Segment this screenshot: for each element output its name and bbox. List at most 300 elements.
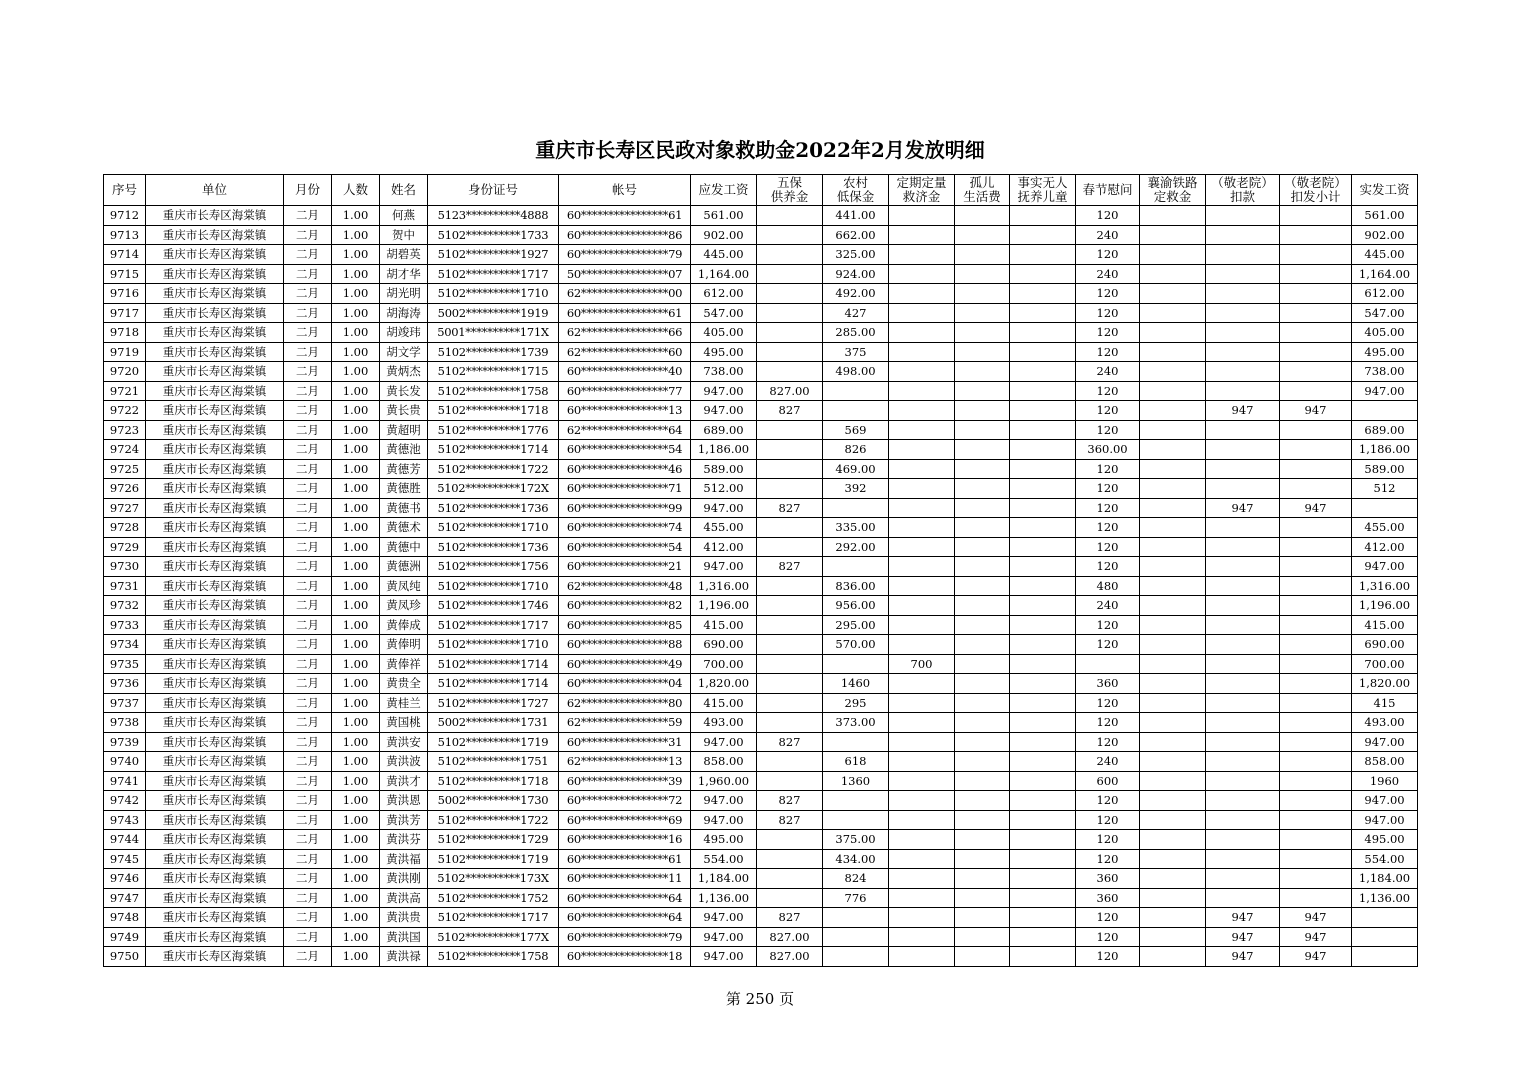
page-title: 重庆市长寿区民政对象救助金2022年2月发放明细 xyxy=(535,138,985,162)
table-cell: 60****************85 xyxy=(559,615,691,635)
table-cell: 重庆市长寿区海棠镇 xyxy=(146,732,284,752)
table-cell: 重庆市长寿区海棠镇 xyxy=(146,245,284,265)
table-cell: 9729 xyxy=(104,537,146,557)
table-cell xyxy=(1140,206,1206,226)
table-cell xyxy=(889,849,955,869)
table-cell xyxy=(757,206,823,226)
table-cell: 618 xyxy=(823,752,889,772)
table-cell xyxy=(1280,284,1352,304)
table-cell xyxy=(889,693,955,713)
table-cell: 二月 xyxy=(284,927,332,947)
table-cell: 1,184.00 xyxy=(1352,869,1418,889)
table-cell: 480 xyxy=(1076,576,1140,596)
table-cell: 1.00 xyxy=(332,596,380,616)
table-cell: 827 xyxy=(757,908,823,928)
table-cell xyxy=(757,362,823,382)
table-row xyxy=(104,440,1418,460)
table-cell: 335.00 xyxy=(823,518,889,538)
table-cell: 9718 xyxy=(104,323,146,343)
table-row xyxy=(104,908,1418,928)
table-cell: 1360 xyxy=(823,771,889,791)
table-cell: 二月 xyxy=(284,557,332,577)
table-cell: 9722 xyxy=(104,401,146,421)
table-cell xyxy=(1280,635,1352,655)
table-cell xyxy=(1280,381,1352,401)
table-cell xyxy=(757,693,823,713)
table-cell: 60****************54 xyxy=(559,440,691,460)
table-cell: 441.00 xyxy=(823,206,889,226)
table-cell xyxy=(1140,869,1206,889)
table-cell xyxy=(955,518,1010,538)
column-header: 春节慰问 xyxy=(1076,175,1140,206)
table-cell: 1,164.00 xyxy=(691,264,757,284)
table-cell xyxy=(1140,810,1206,830)
table-cell xyxy=(889,635,955,655)
table-cell: 1.00 xyxy=(332,771,380,791)
table-cell xyxy=(1206,810,1280,830)
table-cell: 5102**********1710 xyxy=(428,576,559,596)
table-cell: 1.00 xyxy=(332,518,380,538)
table-cell xyxy=(823,557,889,577)
table-cell: 二月 xyxy=(284,732,332,752)
table-cell: 434.00 xyxy=(823,849,889,869)
table-cell: 827.00 xyxy=(757,927,823,947)
table-cell: 重庆市长寿区海棠镇 xyxy=(146,342,284,362)
table-cell: 重庆市长寿区海棠镇 xyxy=(146,674,284,694)
table-cell: 415.00 xyxy=(691,615,757,635)
table-cell xyxy=(955,849,1010,869)
table-cell: 561.00 xyxy=(691,206,757,226)
table-cell xyxy=(955,791,1010,811)
table-cell: 二月 xyxy=(284,518,332,538)
table-cell xyxy=(889,459,955,479)
table-cell: 5102**********1717 xyxy=(428,264,559,284)
table-cell xyxy=(757,264,823,284)
table-cell: 重庆市长寿区海棠镇 xyxy=(146,713,284,733)
table-cell xyxy=(1206,869,1280,889)
column-header: 姓名 xyxy=(380,175,428,206)
table-cell xyxy=(1010,927,1076,947)
table-cell: 重庆市长寿区海棠镇 xyxy=(146,752,284,772)
table-cell: 黄凤纯 xyxy=(380,576,428,596)
table-cell: 824 xyxy=(823,869,889,889)
table-cell: 1.00 xyxy=(332,654,380,674)
table-cell xyxy=(1140,654,1206,674)
table-cell: 二月 xyxy=(284,635,332,655)
table-cell xyxy=(1140,323,1206,343)
table-row xyxy=(104,303,1418,323)
table-cell: 5102**********1739 xyxy=(428,342,559,362)
table-cell: 240 xyxy=(1076,225,1140,245)
table-cell xyxy=(955,830,1010,850)
table-cell xyxy=(823,732,889,752)
table-cell: 5102**********1758 xyxy=(428,947,559,967)
table-cell: 5002**********1731 xyxy=(428,713,559,733)
table-cell: 947.00 xyxy=(691,498,757,518)
table-cell xyxy=(1280,440,1352,460)
table-cell xyxy=(955,713,1010,733)
table-cell xyxy=(1206,420,1280,440)
table-cell xyxy=(1140,303,1206,323)
table-cell: 62****************00 xyxy=(559,284,691,304)
table-cell xyxy=(1010,713,1076,733)
table-cell: 胡才华 xyxy=(380,264,428,284)
table-cell xyxy=(757,869,823,889)
table-cell: 1.00 xyxy=(332,557,380,577)
table-row xyxy=(104,420,1418,440)
table-cell: 120 xyxy=(1076,498,1140,518)
table-cell: 9726 xyxy=(104,479,146,499)
table-cell xyxy=(757,479,823,499)
table-cell xyxy=(757,849,823,869)
table-cell xyxy=(1206,225,1280,245)
table-cell: 5102**********177X xyxy=(428,927,559,947)
table-cell: 60****************82 xyxy=(559,596,691,616)
table-cell: 重庆市长寿区海棠镇 xyxy=(146,264,284,284)
table-cell: 1,316.00 xyxy=(1352,576,1418,596)
column-header: 事实无人 抚养儿童 xyxy=(1010,175,1076,206)
table-cell xyxy=(1140,479,1206,499)
table-cell xyxy=(757,459,823,479)
table-row xyxy=(104,479,1418,499)
table-cell xyxy=(1206,381,1280,401)
table-cell xyxy=(955,537,1010,557)
table-cell: 120 xyxy=(1076,245,1140,265)
table-cell xyxy=(889,791,955,811)
table-cell xyxy=(1010,381,1076,401)
table-cell xyxy=(1140,732,1206,752)
table-cell xyxy=(889,225,955,245)
table-cell xyxy=(1140,693,1206,713)
table-cell xyxy=(757,674,823,694)
table-row xyxy=(104,752,1418,772)
table-cell: 二月 xyxy=(284,284,332,304)
table-cell: 二月 xyxy=(284,771,332,791)
table-cell: 1960 xyxy=(1352,771,1418,791)
table-cell xyxy=(1206,654,1280,674)
table-cell xyxy=(1140,459,1206,479)
table-cell: 120 xyxy=(1076,615,1140,635)
table-cell xyxy=(889,732,955,752)
table-cell: 827 xyxy=(757,810,823,830)
table-cell: 60****************77 xyxy=(559,381,691,401)
table-cell: 827 xyxy=(757,498,823,518)
column-header: 帐号 xyxy=(559,175,691,206)
table-cell: 360 xyxy=(1076,888,1140,908)
table-cell: 1.00 xyxy=(332,693,380,713)
table-cell: 947.00 xyxy=(691,557,757,577)
table-cell: 5001**********171X xyxy=(428,323,559,343)
table-cell xyxy=(1280,206,1352,226)
table-cell xyxy=(1280,323,1352,343)
table-cell xyxy=(1280,303,1352,323)
table-cell: 黄洪贵 xyxy=(380,908,428,928)
table-cell: 120 xyxy=(1076,401,1140,421)
table-cell xyxy=(1206,635,1280,655)
table-cell xyxy=(1206,518,1280,538)
table-cell: 重庆市长寿区海棠镇 xyxy=(146,537,284,557)
table-cell: 60****************11 xyxy=(559,869,691,889)
table-cell: 325.00 xyxy=(823,245,889,265)
table-cell: 120 xyxy=(1076,810,1140,830)
table-cell xyxy=(1280,888,1352,908)
table-row xyxy=(104,635,1418,655)
table-cell xyxy=(955,615,1010,635)
table-cell: 60****************39 xyxy=(559,771,691,791)
table-cell: 黄德术 xyxy=(380,518,428,538)
table-cell: 120 xyxy=(1076,908,1140,928)
table-cell: 360 xyxy=(1076,869,1140,889)
table-cell: 947 xyxy=(1206,401,1280,421)
table-cell: 9728 xyxy=(104,518,146,538)
table-cell: 黄洪才 xyxy=(380,771,428,791)
table-cell xyxy=(1206,732,1280,752)
table-cell xyxy=(1140,362,1206,382)
table-cell: 60****************13 xyxy=(559,401,691,421)
table-cell: 5102**********1717 xyxy=(428,908,559,928)
table-cell: 9732 xyxy=(104,596,146,616)
table-cell: 60****************79 xyxy=(559,927,691,947)
table-cell xyxy=(1206,362,1280,382)
table-cell: 5102**********1718 xyxy=(428,401,559,421)
table-cell: 62****************59 xyxy=(559,713,691,733)
table-cell xyxy=(1010,791,1076,811)
table-cell: 415.00 xyxy=(1352,615,1418,635)
table-cell: 重庆市长寿区海棠镇 xyxy=(146,206,284,226)
table-cell xyxy=(757,323,823,343)
table-cell xyxy=(757,888,823,908)
table-row xyxy=(104,537,1418,557)
table-cell xyxy=(1140,381,1206,401)
table-cell: 重庆市长寿区海棠镇 xyxy=(146,498,284,518)
table-cell: 50****************07 xyxy=(559,264,691,284)
table-cell: 662.00 xyxy=(823,225,889,245)
table-cell: 1,820.00 xyxy=(691,674,757,694)
table-cell: 1,196.00 xyxy=(1352,596,1418,616)
table-cell xyxy=(1010,732,1076,752)
table-cell xyxy=(889,557,955,577)
table-cell: 9746 xyxy=(104,869,146,889)
table-cell: 5102**********1719 xyxy=(428,849,559,869)
table-cell: 5102**********1710 xyxy=(428,284,559,304)
table-cell: 9741 xyxy=(104,771,146,791)
table-cell xyxy=(757,654,823,674)
table-cell: 947.00 xyxy=(1352,791,1418,811)
table-cell: 1.00 xyxy=(332,927,380,947)
table-cell: 902.00 xyxy=(1352,225,1418,245)
table-cell xyxy=(1206,596,1280,616)
table-cell: 120 xyxy=(1076,459,1140,479)
table-cell: 1.00 xyxy=(332,420,380,440)
table-cell: 5102**********1752 xyxy=(428,888,559,908)
table-cell: 60****************69 xyxy=(559,810,691,830)
table-cell: 858.00 xyxy=(1352,752,1418,772)
table-cell: 黄德胜 xyxy=(380,479,428,499)
table-cell xyxy=(955,420,1010,440)
table-cell: 120 xyxy=(1076,635,1140,655)
table-header-row xyxy=(104,175,1418,206)
table-cell: 375.00 xyxy=(823,830,889,850)
table-cell: 569 xyxy=(823,420,889,440)
table-cell: 重庆市长寿区海棠镇 xyxy=(146,362,284,382)
table-cell: 1,136.00 xyxy=(691,888,757,908)
table-cell: 62****************66 xyxy=(559,323,691,343)
table-cell: 黄洪安 xyxy=(380,732,428,752)
table-cell: 495.00 xyxy=(1352,342,1418,362)
table-cell: 9724 xyxy=(104,440,146,460)
table-cell: 1,186.00 xyxy=(1352,440,1418,460)
table-cell: 689.00 xyxy=(1352,420,1418,440)
table-cell xyxy=(889,771,955,791)
table-cell: 612.00 xyxy=(691,284,757,304)
table-cell xyxy=(1206,830,1280,850)
table-cell xyxy=(1206,342,1280,362)
table-cell: 62****************60 xyxy=(559,342,691,362)
table-cell: 5102**********1736 xyxy=(428,537,559,557)
table-cell: 295 xyxy=(823,693,889,713)
table-cell xyxy=(823,654,889,674)
table-cell: 二月 xyxy=(284,752,332,772)
table-cell: 554.00 xyxy=(691,849,757,869)
table-cell xyxy=(1280,479,1352,499)
table-cell: 1.00 xyxy=(332,908,380,928)
table-cell: 60****************64 xyxy=(559,908,691,928)
table-cell xyxy=(1280,869,1352,889)
table-cell: 二月 xyxy=(284,342,332,362)
table-cell: 947 xyxy=(1206,498,1280,518)
table-cell: 827 xyxy=(757,732,823,752)
table-cell xyxy=(955,284,1010,304)
table-cell: 二月 xyxy=(284,713,332,733)
table-cell: 黄洪国 xyxy=(380,927,428,947)
table-cell: 947.00 xyxy=(691,908,757,928)
table-cell: 重庆市长寿区海棠镇 xyxy=(146,557,284,577)
table-cell xyxy=(889,927,955,947)
table-cell: 120 xyxy=(1076,420,1140,440)
table-cell: 9730 xyxy=(104,557,146,577)
table-cell: 120 xyxy=(1076,323,1140,343)
table-cell: 重庆市长寿区海棠镇 xyxy=(146,323,284,343)
table-cell xyxy=(889,479,955,499)
table-cell: 二月 xyxy=(284,245,332,265)
table-cell xyxy=(1140,284,1206,304)
table-cell xyxy=(889,537,955,557)
table-cell: 二月 xyxy=(284,440,332,460)
table-cell xyxy=(1140,615,1206,635)
table-cell xyxy=(1010,635,1076,655)
table-cell xyxy=(1280,225,1352,245)
column-header: 孤儿 生活费 xyxy=(955,175,1010,206)
table-cell xyxy=(1010,830,1076,850)
table-cell xyxy=(1010,498,1076,518)
table-cell: 黄洪福 xyxy=(380,849,428,869)
table-cell: 600 xyxy=(1076,771,1140,791)
table-cell xyxy=(955,342,1010,362)
table-cell: 826 xyxy=(823,440,889,460)
table-cell: 9747 xyxy=(104,888,146,908)
table-cell xyxy=(1206,245,1280,265)
table-row xyxy=(104,381,1418,401)
table-cell xyxy=(823,401,889,421)
table-cell xyxy=(1140,674,1206,694)
table-cell xyxy=(889,518,955,538)
table-cell xyxy=(1206,264,1280,284)
table-cell xyxy=(1206,284,1280,304)
table-cell xyxy=(955,927,1010,947)
table-cell: 二月 xyxy=(284,947,332,967)
table-cell: 重庆市长寿区海棠镇 xyxy=(146,927,284,947)
table-cell xyxy=(955,440,1010,460)
table-cell xyxy=(955,888,1010,908)
table-cell: 120 xyxy=(1076,849,1140,869)
table-row xyxy=(104,284,1418,304)
table-cell xyxy=(1010,537,1076,557)
table-cell: 427 xyxy=(823,303,889,323)
table-cell: 黄德芳 xyxy=(380,459,428,479)
table-cell: 375 xyxy=(823,342,889,362)
table-cell xyxy=(1010,654,1076,674)
table-cell: 495.00 xyxy=(1352,830,1418,850)
table-cell: 836.00 xyxy=(823,576,889,596)
table-row xyxy=(104,264,1418,284)
table-cell xyxy=(1010,615,1076,635)
table-cell: 120 xyxy=(1076,791,1140,811)
table-cell: 60****************86 xyxy=(559,225,691,245)
table-cell: 1.00 xyxy=(332,713,380,733)
table-cell: 495.00 xyxy=(691,830,757,850)
table-cell: 胡碧英 xyxy=(380,245,428,265)
table-cell: 5102**********1714 xyxy=(428,674,559,694)
table-cell xyxy=(1352,401,1418,421)
table-cell: 黄洪芳 xyxy=(380,810,428,830)
table-cell: 重庆市长寿区海棠镇 xyxy=(146,401,284,421)
table-cell xyxy=(1140,927,1206,947)
table-cell: 1.00 xyxy=(332,225,380,245)
table-cell: 重庆市长寿区海棠镇 xyxy=(146,947,284,967)
table-cell: 5102**********1714 xyxy=(428,654,559,674)
table-cell: 412.00 xyxy=(691,537,757,557)
table-cell: 胡海涛 xyxy=(380,303,428,323)
column-header: 应发工资 xyxy=(691,175,757,206)
table-cell: 重庆市长寿区海棠镇 xyxy=(146,615,284,635)
table-cell: 1,316.00 xyxy=(691,576,757,596)
table-cell: 9719 xyxy=(104,342,146,362)
table-row xyxy=(104,401,1418,421)
table-cell: 1.00 xyxy=(332,752,380,772)
table-cell xyxy=(955,401,1010,421)
table-cell: 二月 xyxy=(284,401,332,421)
table-cell xyxy=(889,362,955,382)
table-cell: 5102**********1751 xyxy=(428,752,559,772)
table-cell: 黄洪禄 xyxy=(380,947,428,967)
table-cell xyxy=(1140,771,1206,791)
table-cell: 554.00 xyxy=(1352,849,1418,869)
table-cell: 9740 xyxy=(104,752,146,772)
table-cell: 5102**********1710 xyxy=(428,518,559,538)
table-cell: 重庆市长寿区海棠镇 xyxy=(146,869,284,889)
table-cell: 5102**********1722 xyxy=(428,459,559,479)
table-cell: 1.00 xyxy=(332,732,380,752)
table-row xyxy=(104,947,1418,967)
table-cell: 62****************13 xyxy=(559,752,691,772)
table-cell xyxy=(955,732,1010,752)
column-header: （敬老院） 扣款 xyxy=(1206,175,1280,206)
table-cell: 60****************46 xyxy=(559,459,691,479)
table-cell: 黄国桃 xyxy=(380,713,428,733)
table-cell: 455.00 xyxy=(691,518,757,538)
table-cell: 62****************64 xyxy=(559,420,691,440)
table-cell xyxy=(1280,693,1352,713)
